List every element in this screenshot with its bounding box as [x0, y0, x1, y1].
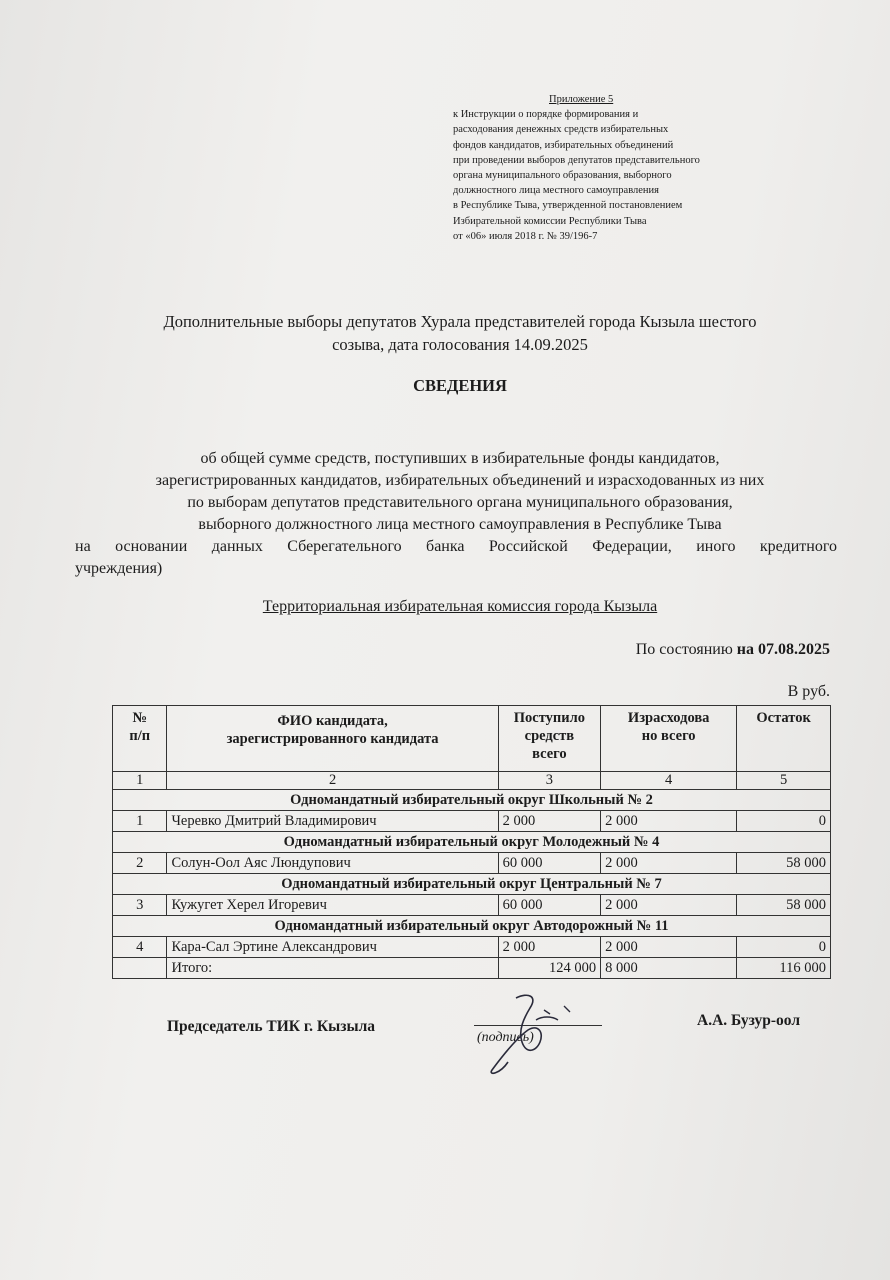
column-index: 2	[167, 772, 498, 790]
document-heading: СВЕДЕНИЯ	[413, 376, 507, 395]
subject-line: об общей сумме средств, поступивших в избирательные фонды кандидатов,	[200, 450, 720, 467]
cell-name: Кара-Сал Эртине Александрович	[167, 937, 498, 958]
appendix-line: Избирательной комиссии Республики Тыва	[453, 215, 647, 227]
header-received: Поступило средств всего	[498, 706, 600, 772]
header-num: № п/п	[113, 706, 167, 772]
appendix-line: к Инструкции о порядке формирования и	[453, 109, 639, 121]
table-row	[113, 895, 831, 916]
appendix-line: в Республике Тыва, утвержденной постановлением	[453, 200, 683, 212]
column-index: 3	[498, 772, 600, 790]
district-title: Одномандатный избирательный округ Автодорожный № 11	[113, 916, 831, 937]
district-title: Одномандатный избирательный округ Центральный № 7	[113, 874, 831, 895]
column-index: 1	[113, 772, 167, 790]
currency-unit: В руб.	[787, 683, 830, 700]
cell-num	[113, 958, 167, 979]
table-header-row	[113, 706, 831, 772]
cell-received: 60 000	[498, 895, 600, 916]
as-of-value: на 07.08.2025	[736, 641, 830, 658]
appendix-line: от «06» июля 2018 г. № 39/196-7	[453, 230, 598, 242]
cell-received: 2 000	[498, 937, 600, 958]
appendix-line: должностного лица местного самоуправления	[453, 185, 659, 197]
cell-name: Солун-Оол Аяс Люндупович	[167, 853, 498, 874]
column-index-row	[113, 772, 831, 790]
appendix-line: расходования денежных средств избирательных	[453, 124, 669, 136]
election-title-line: Дополнительные выборы депутатов Хурала представителей города Кызыла шестого	[163, 312, 757, 331]
cell-spent: 2 000	[601, 811, 737, 832]
cell-received: 60 000	[498, 853, 600, 874]
table-row	[113, 811, 831, 832]
column-index: 5	[737, 772, 831, 790]
commission-name: Территориальная избирательная комиссия города Кызыла	[262, 598, 658, 615]
district-row	[113, 874, 831, 895]
total-label: Итого:	[167, 958, 498, 979]
subject-line: на основании данных Сберегательного банка Российской Федерации, иного кредитного	[75, 538, 837, 555]
appendix-line: органа муниципального образования, выборного	[453, 170, 672, 182]
cell-spent: 2 000	[601, 853, 737, 874]
cell-name: Кужугет Херел Игоревич	[167, 895, 498, 916]
header-spent: Израсходова но всего	[601, 706, 737, 772]
column-index: 4	[601, 772, 737, 790]
cell-received: 2 000	[498, 811, 600, 832]
cell-name: Черевко Дмитрий Владимирович	[167, 811, 498, 832]
cell-balance: 0	[737, 937, 831, 958]
cell-num: 1	[113, 811, 167, 832]
appendix-line: при проведении выборов депутатов представительного	[453, 154, 700, 166]
funds-table	[112, 705, 831, 979]
district-row	[113, 916, 831, 937]
as-of-prefix: По состоянию	[635, 641, 733, 658]
as-of-date	[636, 641, 830, 659]
subject-line: зарегистрированных кандидатов, избирательных объединений и израсходованных из них	[155, 472, 765, 489]
cell-num: 2	[113, 853, 167, 874]
appendix-line: фондов кандидатов, избирательных объединений	[453, 139, 674, 151]
total-row	[113, 958, 831, 979]
cell-balance: 58 000	[737, 895, 831, 916]
appendix-title: Приложение 5	[549, 94, 614, 105]
subject-line: учреждения)	[75, 560, 163, 577]
signature-hint: (подпись)	[477, 1030, 534, 1045]
cell-num: 4	[113, 937, 167, 958]
subject-line: по выборам депутатов представительного органа муниципального образования,	[187, 494, 733, 511]
subject-line: выборного должностного лица местного самоуправления в Республике Тыва	[198, 516, 722, 533]
district-row	[113, 790, 831, 811]
cell-balance: 0	[737, 811, 831, 832]
header-balance: Остаток	[737, 706, 831, 772]
cell-spent: 2 000	[601, 895, 737, 916]
handwritten-signature	[478, 990, 598, 1080]
table-row	[113, 937, 831, 958]
district-title: Одномандатный избирательный округ Молодежный № 4	[113, 832, 831, 853]
appendix-note	[453, 92, 783, 244]
total-spent: 8 000	[601, 958, 737, 979]
election-title-line: созыва, дата голосования 14.09.2025	[332, 335, 588, 354]
signatory-name: А.А. Бузур-оол	[697, 1012, 801, 1029]
table-row	[113, 853, 831, 874]
district-row	[113, 832, 831, 853]
cell-balance: 58 000	[737, 853, 831, 874]
cell-num: 3	[113, 895, 167, 916]
district-title: Одномандатный избирательный округ Школьный № 2	[113, 790, 831, 811]
document-subject	[75, 448, 840, 580]
header-name: ФИО кандидата, зарегистрированного кандидата	[167, 706, 498, 772]
total-balance: 116 000	[737, 958, 831, 979]
signatory-position: Председатель ТИК г. Кызыла	[167, 1018, 376, 1035]
cell-spent: 2 000	[601, 937, 737, 958]
total-received: 124 000	[498, 958, 600, 979]
election-title	[80, 310, 840, 356]
